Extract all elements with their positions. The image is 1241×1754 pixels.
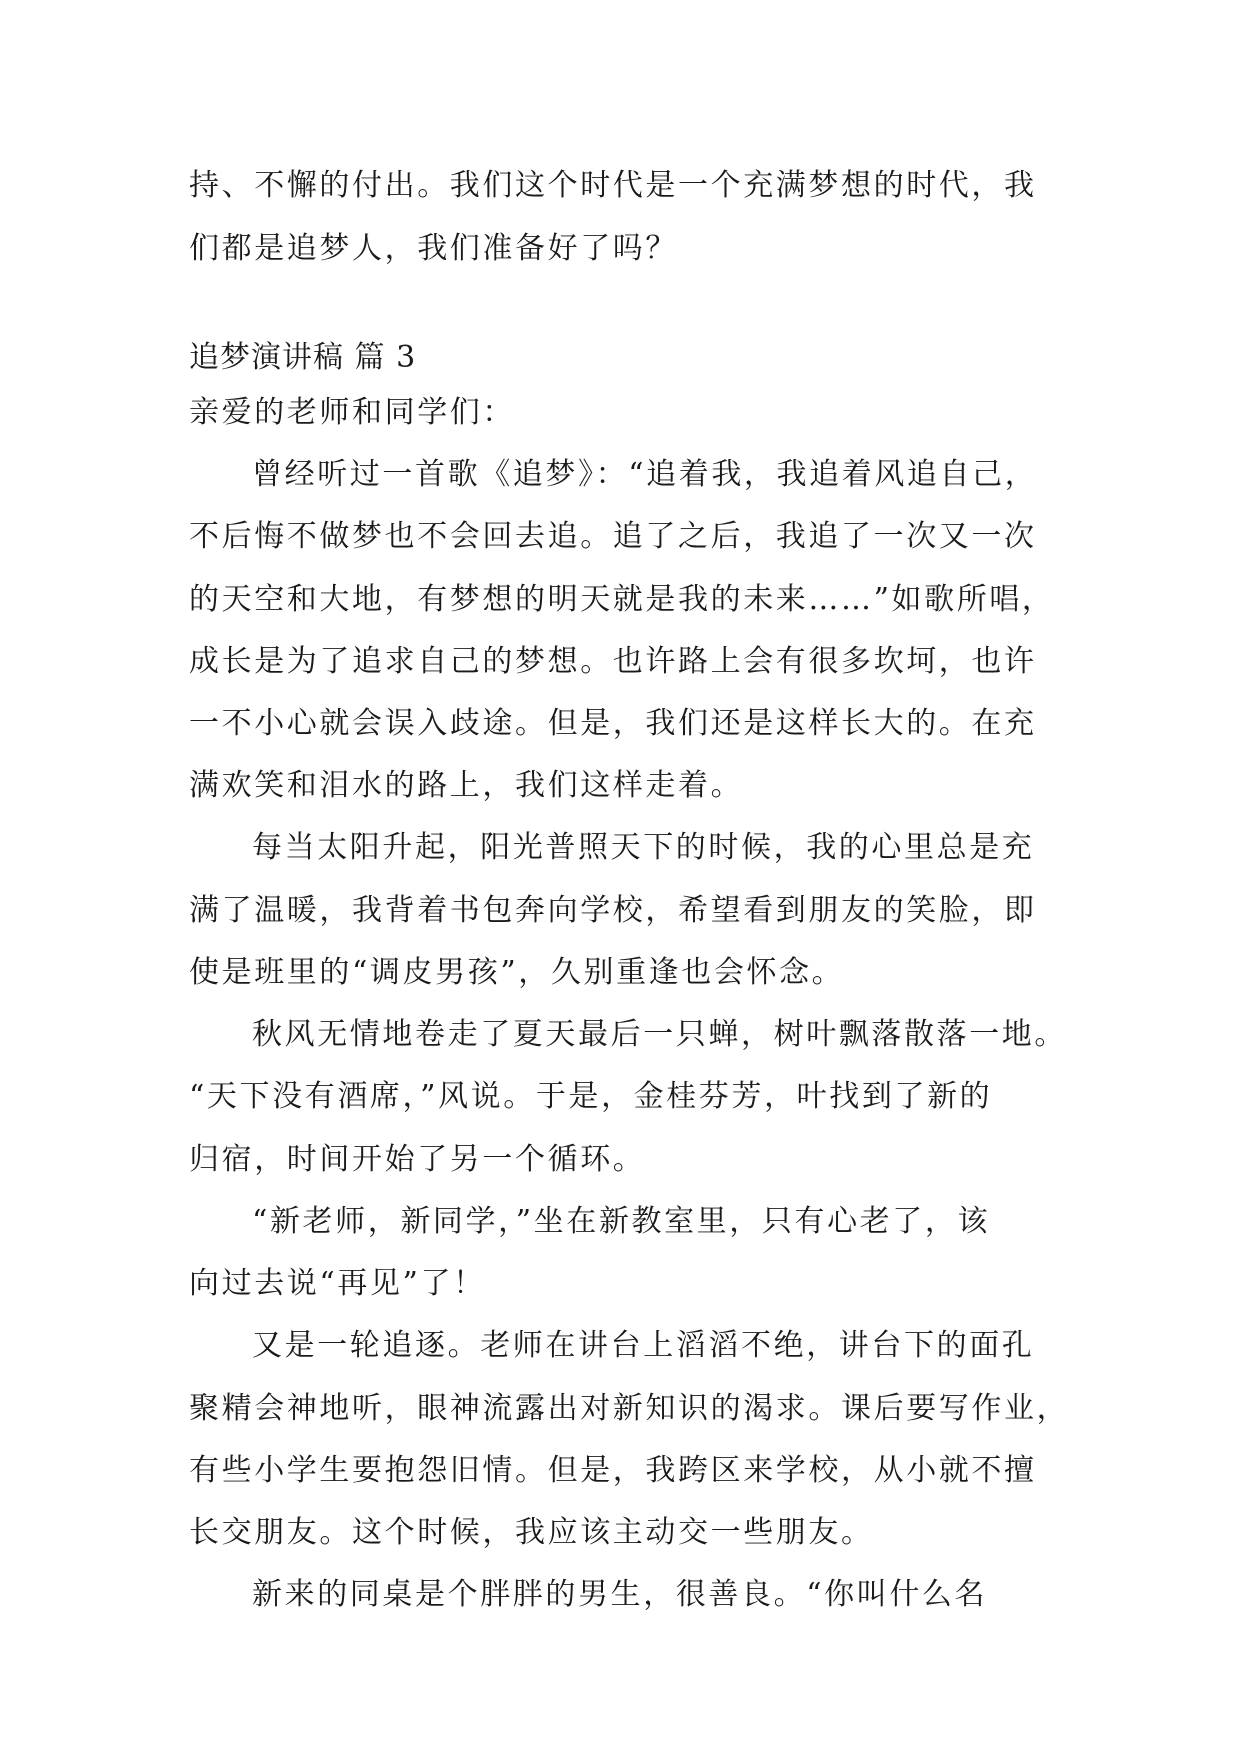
paragraph-line: 持、不懈的付出。我们这个时代是一个充满梦想的时代，我 [189, 168, 1037, 203]
section-heading: 追梦演讲稿 篇 3 [189, 340, 417, 375]
paragraph-line: 每当太阳升起，阳光普照天下的时候，我的心里总是充 [252, 830, 1035, 865]
paragraph-line: 又是一轮追逐。老师在讲台上滔滔不绝，讲台下的面孔 [252, 1328, 1035, 1363]
paragraph-line: “天下没有酒席，”风说。于是，金桂芬芳，叶找到了新的 [189, 1079, 993, 1114]
paragraph-line: 归宿，时间开始了另一个循环。 [189, 1142, 646, 1177]
paragraph-line: 长交朋友。这个时候，我应该主动交一些朋友。 [189, 1515, 874, 1550]
paragraph-line: 新来的同桌是个胖胖的男生，很善良。“你叫什么名 [252, 1577, 988, 1612]
paragraph-line: 曾经听过一首歌《追梦》：“追着我，我追着风追自己， [252, 457, 1038, 492]
paragraph-line: 的天空和大地，有梦想的明天就是我的未来……”如歌所唱， [189, 582, 1055, 617]
paragraph-line: 满欢笑和泪水的路上，我们这样走着。 [189, 768, 744, 803]
paragraph-line: 有些小学生要抱怨旧情。但是，我跨区来学校，从小就不擅 [189, 1453, 1037, 1488]
paragraph-line: 秋风无情地卷走了夏天最后一只蝉，树叶飘落散落一地。 [252, 1017, 1067, 1052]
paragraph-line: 成长是为了追求自己的梦想。也许路上会有很多坎坷，也许 [189, 644, 1037, 679]
paragraph-line: 使是班里的“调皮男孩”，久别重逢也会怀念。 [189, 955, 845, 990]
paragraph-line: 向过去说“再见”了！ [189, 1266, 486, 1301]
paragraph-line: 满了温暖，我背着书包奔向学校，希望看到朋友的笑脸，即 [189, 893, 1037, 928]
paragraph-line: “新老师，新同学，”坐在新教室里，只有心老了，该 [252, 1204, 991, 1239]
paragraph-line: 一不小心就会误入歧途。但是，我们还是这样长大的。在充 [189, 706, 1037, 741]
paragraph-line: 聚精会神地听，眼神流露出对新知识的渴求。课后要写作业， [189, 1391, 1070, 1426]
paragraph-line: 们都是追梦人，我们准备好了吗？ [189, 231, 678, 266]
paragraph-line: 不后悔不做梦也不会回去追。追了之后，我追了一次又一次 [189, 519, 1037, 554]
salutation: 亲爱的老师和同学们： [189, 395, 515, 430]
